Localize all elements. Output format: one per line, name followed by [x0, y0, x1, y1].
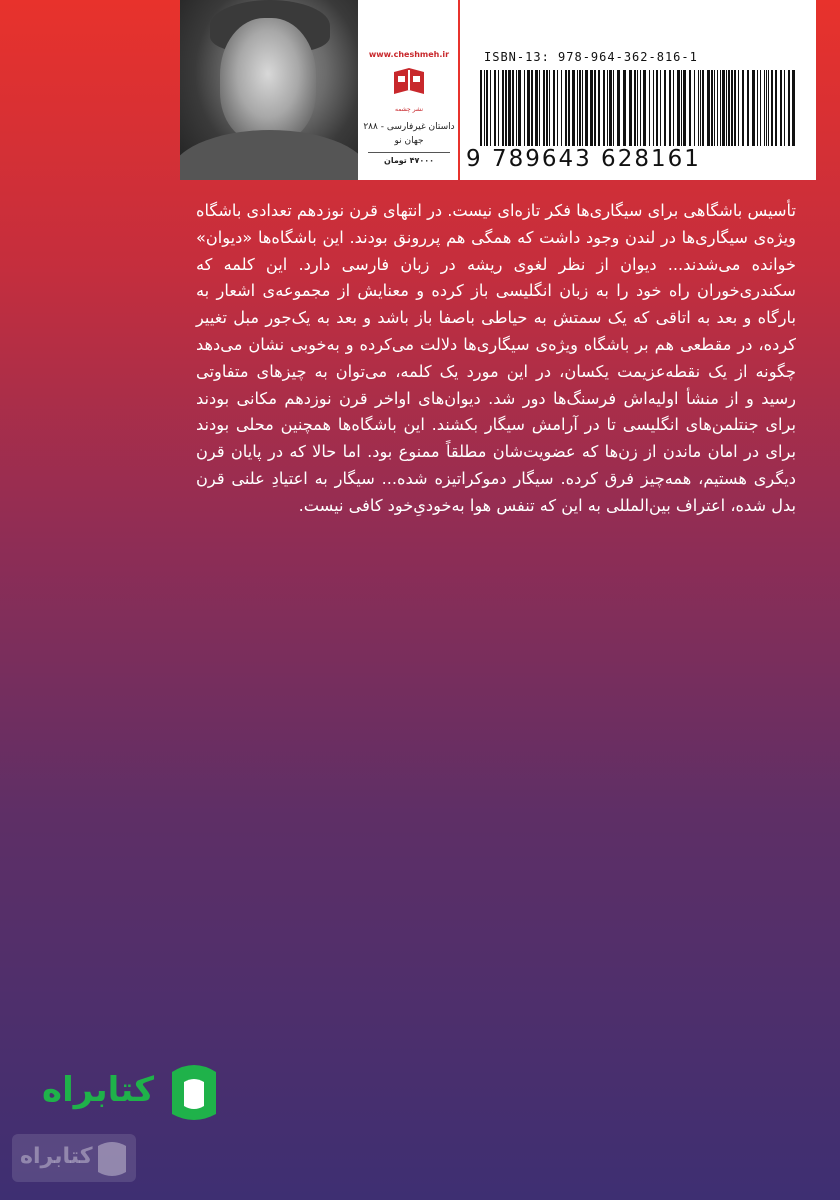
leaf-logo-small-icon: [94, 1140, 130, 1178]
publisher-imprint: نشر چشمه: [395, 106, 423, 113]
series-line-2: جهان نو: [394, 136, 424, 146]
publisher-website: www.cheshmeh.ir: [368, 50, 450, 59]
barcode-icon: [476, 70, 800, 146]
publisher-logo-icon: [392, 66, 426, 98]
barcode-digits: 9 789643 628161: [466, 146, 701, 172]
series-line-1: داستان غیرفارسی - ۲۸۸: [363, 122, 455, 132]
watermark-brand-small: کتابراه: [20, 1144, 93, 1169]
ketabrah-watermark: [12, 1062, 212, 1182]
leaf-logo-icon: [166, 1062, 222, 1124]
publisher-panel: [360, 0, 460, 180]
barcode-panel: [460, 0, 816, 180]
blurb-paragraph: تأسیس باشگاهی برای سیگاری‌ها فکر تازه‌ای نیست. در انتهای قرن نوزدهم تعدادی باشگاه ویژه‌ی سیگاری‌ها در لندن وجود داشت که همگی هم پررونق بودند. این باشگاه‌ها «دیوان» خوانده می‌شدند... دیوان از نظر لغوی ریشه در زبان فارسی دارد. این کلمه که سکندری‌خوران راه خود را به زبان انگلیسی باز کرده و معنایش از مجموعه‌ی اشعار به بارگاه و بعد به اتاقی که یک سمتش به حیاطی باصفا باز باشد و بعد به یک‌جور مبل تغییر کرده، در مقطعی هم بر باشگاه ویژه‌ی سیگاری‌ها دلالت می‌کرده و به‌خوبی نشان می‌دهد چگونه از یک نقطه‌عزیمت یکسان، در این مورد یک کلمه، می‌توان به چیزهای متفاوتی رسید و از منشأ اولیه‌اش فرسنگ‌ها دور شد. دیوان‌های اواخر قرن نوزدهم مکانی بودند برای جنتلمن‌های انگلیسی تا در آرامش سیگار بکشند. این باشگاه‌ها همچنین محلی بودند برای در امان ماندن از زن‌ها که عضویت‌شان مطلقاً ممنوع بود. اما حالا که در پایان قرن دیگری هستیم، همه‌چیز فرق کرده. سیگار دموکراتیزه شده... سیگار به اعتیادِ علنی قرن بدل شده، اعتراف بین‌المللی به این که تنفس هوا به‌خودیِ‌خود کافی نیست.: [196, 201, 796, 515]
watermark-brand: کتابراه: [42, 1070, 155, 1110]
back-cover-top-strip: [180, 0, 820, 180]
author-photo: [180, 0, 360, 180]
isbn-label: ISBN-13: 978-964-362-816-1: [484, 50, 698, 64]
price-label: ۴۷۰۰۰ تومان: [368, 152, 450, 165]
